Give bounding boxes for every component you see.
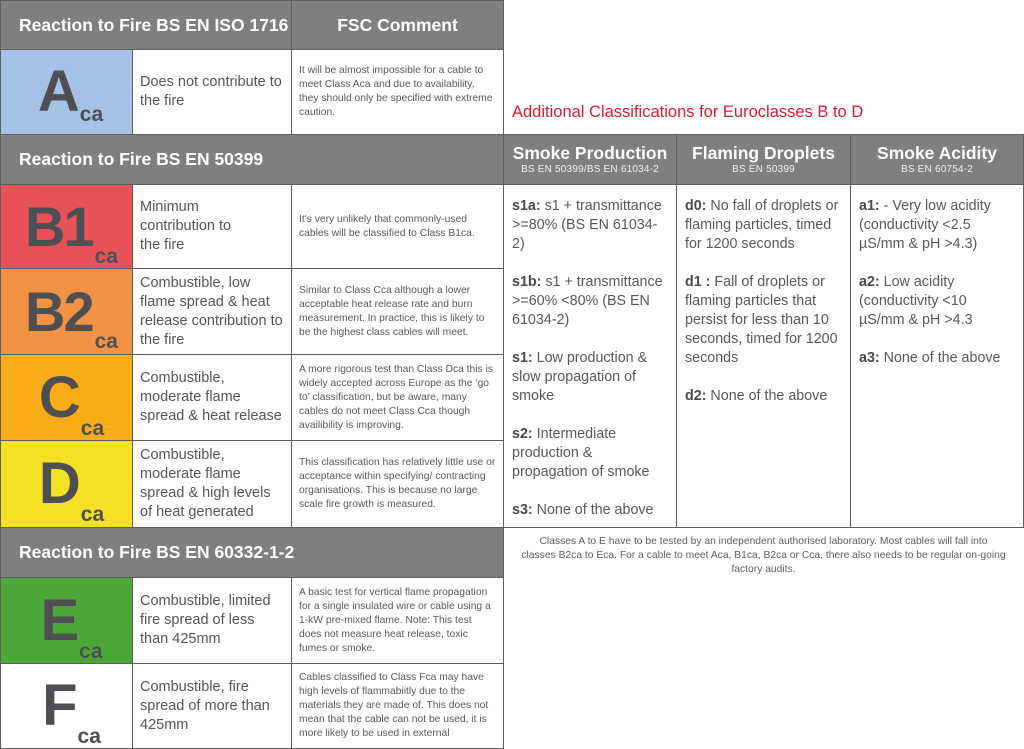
class-comment	[291, 577, 504, 664]
section-header-en-60332: Reaction to Fire BS EN 60332-1-2	[0, 527, 504, 578]
class-subscript: ca	[80, 503, 105, 526]
class-subscript: ca	[94, 244, 118, 268]
list-item: d1 : Fall of droplets or flaming particles that persist for less than 10 seconds, timed for 1200 seconds	[685, 274, 838, 366]
description-text: Combustible, low flame spread & heat release contribution to the fire	[140, 274, 283, 348]
class-subscript: ca	[79, 639, 103, 663]
column-title: Smoke Acidity	[877, 143, 997, 163]
class-letter: C	[38, 364, 79, 430]
class-comment	[291, 663, 504, 749]
class-badge-b2	[0, 268, 133, 355]
description-text: Combustible, fire spread of more than 425mm	[140, 678, 270, 733]
list-item: s1b: s1 + transmittance >=60% <80% (BS EN 61034-2)	[512, 274, 663, 328]
description-text: Combustible, limited fire spread of less than 425mm	[140, 593, 271, 647]
classes-footnote: Classes A to E have to be tested by an independent authorised laboratory. Most cables will fall into classes B2ca to Eca. For a cable to meet Aca, B1ca, B2ca or Cca, there also needs to be regular on-going factory audits.	[521, 536, 1006, 575]
class-subscript: ca	[79, 103, 104, 126]
section-header-en-50399: Reaction to Fire BS EN 50399	[0, 134, 504, 185]
column-standard: BS EN 50399	[732, 164, 795, 175]
column-standard: BS EN 60754-2	[900, 164, 974, 175]
list-item: a1: - Very low acidity (conductivity <2.5 µS/mm & pH >4.3)	[859, 198, 991, 252]
column-title: Flaming Droplets	[692, 143, 835, 163]
class-comment	[291, 49, 504, 135]
class-description	[132, 663, 292, 749]
comment-text: Cables classified to Class Fca may have high levels of flammabiitly due to the materials they are made of. This does not mean that the cable can not be used, it is more likely to be used in external	[299, 672, 489, 739]
class-subscript: ca	[77, 725, 101, 748]
class-description	[132, 49, 292, 135]
list-item: a3: None of the above	[859, 350, 1001, 366]
class-comment	[291, 354, 504, 441]
class-comment	[291, 440, 504, 528]
comment-text: A basic test for vertical flame propagation for a single insulated wire or cable using a 1-kW pre-mixed flame. Note: This test does not measure heat release, toxic fumes or smoke.	[299, 586, 491, 654]
list-item: s2: Intermediate production & propagation of smoke	[512, 426, 650, 480]
comment-text: This classification has relatively little use or acceptance within specifying/ contracting organisations. This is because no large scale fire growth is measured.	[299, 457, 496, 510]
class-letter: E	[40, 587, 78, 653]
description-text: Combustible, moderate flame spread & high levels of heat generated	[140, 447, 271, 520]
class-subscript: ca	[94, 329, 118, 353]
class-badge-b1	[0, 184, 133, 269]
class-comment	[291, 184, 504, 269]
additional-classifications-title: Additional Classifications for Euroclasses B to D	[512, 103, 864, 121]
class-badge-e	[0, 577, 133, 664]
list-item: s1a: s1 + transmittance >=80% (BS EN 61034-2)	[512, 198, 662, 252]
flaming-droplets-header	[676, 134, 851, 185]
class-badge-a	[0, 49, 133, 135]
class-description	[132, 577, 292, 664]
column-title: Smoke Production	[512, 143, 668, 163]
smoke-acidity-list	[850, 184, 1024, 528]
class-letter: F	[42, 673, 76, 738]
comment-text: It's very unlikely that commonly-used cables will be classified to Class B1ca.	[299, 213, 475, 239]
class-description	[132, 184, 292, 269]
description-text: Minimum contribution to the fire	[140, 199, 232, 253]
flaming-droplets-list	[676, 184, 851, 528]
comment-text: It will be almost impossible for a cable to meet Class Aca and due to availability, they should only be specified with extreme caution.	[299, 65, 493, 118]
class-badge-f	[0, 663, 133, 749]
class-description	[132, 354, 292, 441]
class-comment	[291, 268, 504, 355]
fsc-comment-header: FSC Comment	[291, 0, 504, 50]
column-standard: BS EN 50399/BS EN 61034-2	[521, 164, 659, 175]
comment-text: Similar to Class Cca although a lower acceptable heat release rate and burn measurement. In practice, this is likely to be the highest class cables will meet.	[299, 284, 485, 338]
smoke-production-list	[503, 184, 677, 528]
class-letter: A	[37, 59, 78, 124]
class-badge-c	[0, 354, 133, 441]
smoke-production-header	[503, 134, 677, 185]
class-subscript: ca	[80, 416, 105, 440]
list-item: d0: No fall of droplets or flaming particles, timed for 1200 seconds	[685, 198, 839, 252]
smoke-acidity-header	[850, 134, 1024, 185]
description-text: Does not contribute to the fire	[140, 74, 282, 109]
class-letter: D	[38, 451, 79, 516]
list-item: a2: Low acidity (conductivity <10 µS/mm & pH >4.3	[859, 274, 973, 328]
section-header-iso-1716: Reaction to Fire BS EN ISO 1716	[0, 0, 292, 50]
list-item: s3: None of the above	[512, 502, 654, 518]
list-item: s1: Low production & slow propagation of smoke	[512, 350, 648, 404]
class-description	[132, 268, 292, 355]
class-letter: B2	[25, 279, 93, 343]
comment-text: A more rigorous test than Class Dca this is widely accepted across Europe as the ‘go to’ classification, but be aware, many cables do not meet Class Cca though availibility is improving.	[299, 363, 494, 431]
class-description	[132, 440, 292, 528]
class-letter: B1	[25, 194, 93, 258]
list-item: d2: None of the above	[685, 388, 828, 404]
class-badge-d	[0, 440, 133, 528]
description-text: Combustible, moderate flame spread & heat release	[140, 370, 282, 424]
